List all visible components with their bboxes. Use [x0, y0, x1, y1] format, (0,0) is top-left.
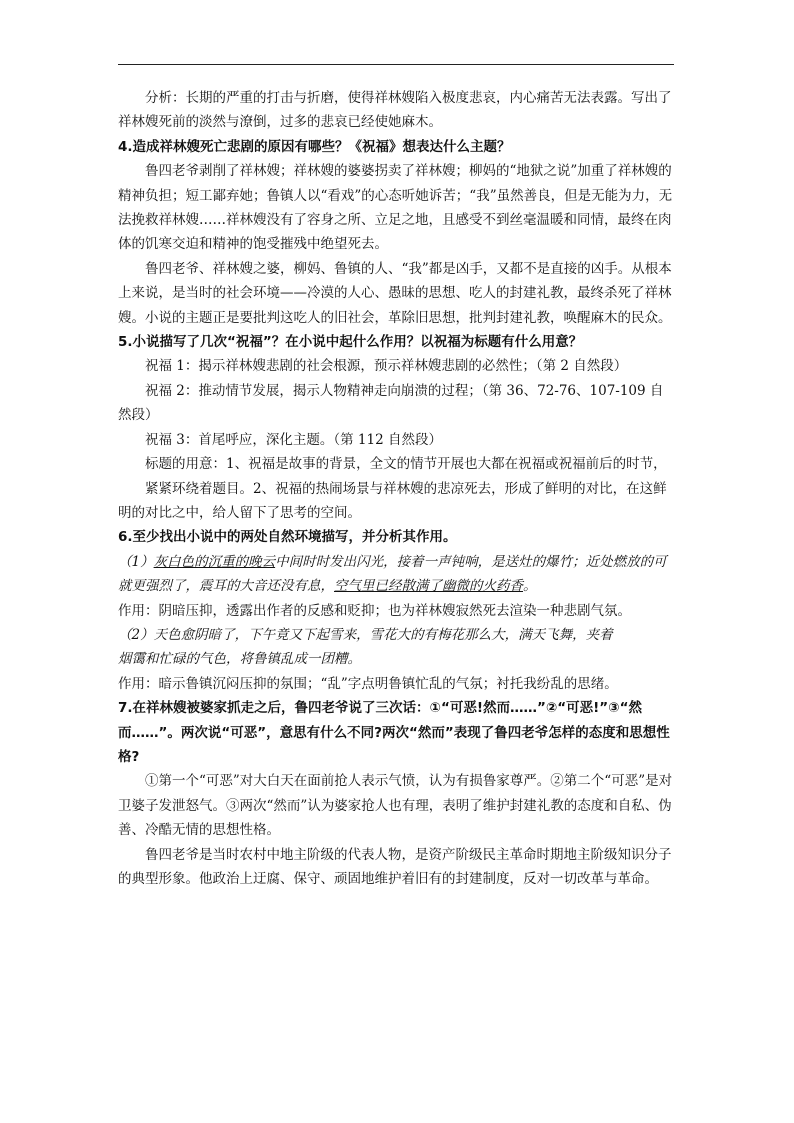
function-1: 作用：阴暗压抑，透露出作者的反感和贬抑；也为祥林嫂寂然死去渲染一种悲剧气氛。: [118, 602, 631, 619]
answer-5-title-meaning: 标题的用意：1、祝福是故事的背景，全文的情节开展也大都在祝福或祝福前后的时节，: [145, 456, 667, 473]
excerpt-2-line-2: 烟霭和忙碌的气色，将鲁镇乱成一团糟。: [118, 651, 361, 668]
question-7: 7.在祥林嫂被婆家抓走之后，鲁四老爷说了三次话：①“可恶!然而……”②“可恶!”③“然而……”。两次说“可恶”，意思有什么不同?两次“然而”表现了鲁四老爷怎样的态度和思想性格?: [118, 700, 670, 765]
excerpt-1-middle: 中间时时发出闪光，接着一声钝响，是送灶的爆竹；近处燃放的可就更强烈了，震耳的大音还没有息，: [118, 553, 667, 595]
question-4: 4.造成祥林嫂死亡悲剧的原因有哪些？《祝福》想表达什么主题？: [118, 138, 511, 155]
question-6: 6.至少找出小说中的两处自然环境描写，并分析其作用。: [118, 529, 457, 546]
answer-4-paragraph-1: 鲁四老爷剥削了祥林嫂；祥林嫂的婆婆拐卖了祥林嫂；柳妈的“地狱之说”加重了祥林嫂的精神负担；短工鄙弃她；鲁镇人以“看戏”的心态听她诉苦；“我”虽然善良，但是无能为力，无法挽救祥林嫂……祥林嫂没有了容身之所、立足之地，且感受不到丝毫温暖和同情，最终在肉体的饥寒交迫和精神的饱受摧残中绝望死去。: [118, 163, 673, 253]
excerpt-1-underline-2: 空气里已经散满了幽微的火药香: [334, 578, 523, 595]
question-5: 5.小说描写了几次“祝福”？在小说中起什么作用？以祝福为标题有什么用意？: [118, 334, 583, 351]
excerpt-1: [118, 550, 674, 599]
answer-7-paragraph-2: 鲁四老爷是当时农村中地主阶级的代表人物，是资产阶级民主革命时期地主阶级知识分子的典型形象。他政治上迂腐、保守、顽固地维护着旧有的封建制度，反对一切改革与革命。: [118, 846, 672, 887]
answer-5-title-meaning-cont: 紧紧环绕着题目。2、祝福的热闹场景与祥林嫂的悲凉死去，形成了鲜明的对比，在这鲜明的对比之中，给人留下了思考的空间。: [118, 480, 667, 521]
answer-7-paragraph-1: ①第一个“可恶”对大白天在面前抢人表示气愤，认为有损鲁家尊严。②第二个“可恶”是对卫婆子发泄怒气。③两次“然而”认为婆家抢人也有理，表明了维护封建礼教的态度和自私、伪善、冷酷无情的思想性格。: [118, 773, 673, 839]
function-2: 作用：暗示鲁镇沉闷压抑的氛围；“乱”字点明鲁镇忙乱的气氛；衬托我纷乱的思绪。: [118, 675, 618, 692]
excerpt-2-line-1: （2）天色愈阴暗了，下午竟又下起雪来，雪花大的有梅花那么大，满天飞舞，夹着: [118, 626, 613, 643]
excerpt-1-underline-1: 灰白色的沉重的晚云: [153, 553, 276, 570]
excerpt-1-number: （1）: [118, 553, 154, 570]
analysis-paragraph: 分析：长期的严重的打击与折磨，使得祥林嫂陷入极度悲哀，内心痛苦无法表露。写出了祥林嫂死前的淡然与潦倒，过多的悲哀已经使她麻木。: [118, 90, 672, 131]
answer-5-blessing-3: 祝福 3：首尾呼应，深化主题。（第 112 自然段）: [145, 431, 442, 448]
answer-4-paragraph-2: 鲁四老爷、祥林嫂之婆，柳妈、鲁镇的人、“我”都是凶手，又都不是直接的凶手。从根本上来说，是当时的社会环境——冷漠的人心、愚昧的思想、吃人的封建礼教，最终杀死了祥林嫂。小说的主题正是要批判这吃人的旧社会，革除旧思想，批判封建礼教，唤醒麻木的民众。: [118, 260, 672, 326]
answer-5-blessing-2: 祝福 2：推动情节发展，揭示人物精神走向崩溃的过程；（第 36、72-76、107-109 自然段）: [118, 382, 664, 424]
answer-5-blessing-1: 祝福 1：揭示祥林嫂悲剧的社会根源，预示祥林嫂悲剧的必然性；（第 2 自然段）: [145, 358, 628, 375]
document-body: [118, 86, 674, 891]
header-rule: [118, 64, 674, 65]
excerpt-1-end: 。: [523, 578, 537, 595]
